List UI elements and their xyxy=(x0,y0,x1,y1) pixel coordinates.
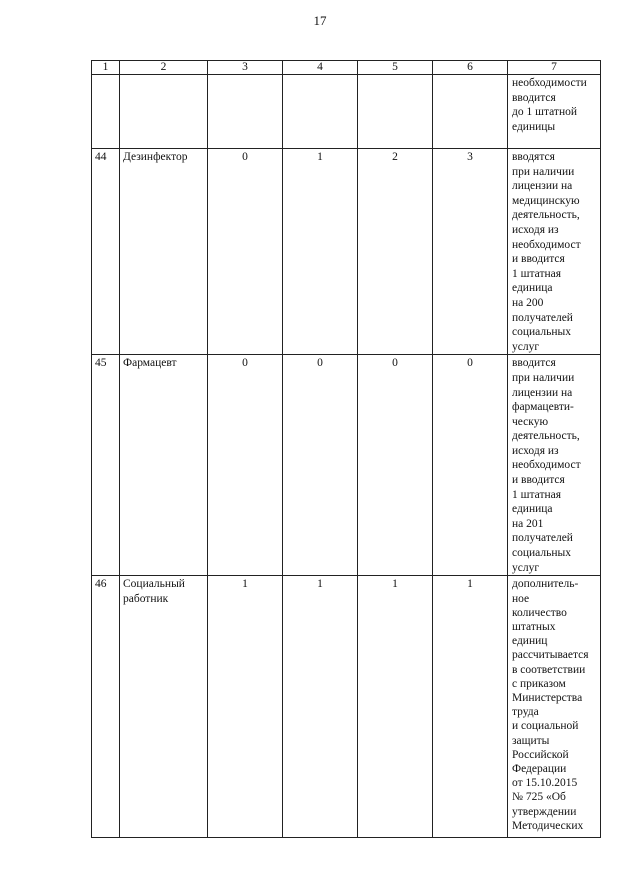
column-header-2: 2 xyxy=(120,61,208,75)
note-cell: необходимости вводится до 1 штатной единицы xyxy=(508,75,601,149)
table-row xyxy=(92,75,601,149)
value-cell: 0 xyxy=(358,355,433,576)
note-cell: дополнитель- ное количество штатных единиц рассчитывается в соответствии с приказом Министерства труда и социальной защиты Российской Федерации от 15.10.2015 № 725 «Об утверждении Методических xyxy=(508,576,601,838)
column-header-1: 1 xyxy=(92,61,120,75)
value-cell: 1 xyxy=(358,576,433,838)
value-cell xyxy=(208,75,283,149)
value-cell xyxy=(283,75,358,149)
value-cell xyxy=(433,75,508,149)
column-header-5: 5 xyxy=(358,61,433,75)
column-header-7: 7 xyxy=(508,61,601,75)
page-number: 17 xyxy=(313,13,327,28)
table-row xyxy=(92,149,601,355)
header-row xyxy=(92,61,601,75)
position-name-cell: Фармацевт xyxy=(120,355,208,576)
note-cell: вводятся при наличии лицензии на медицинскую деятельность, исходя из необходимост и вводится 1 штатная единица на 200 получателей социальных услуг xyxy=(508,149,601,355)
staffing-table xyxy=(91,60,601,838)
value-cell xyxy=(358,75,433,149)
value-cell: 3 xyxy=(433,149,508,355)
value-cell: 0 xyxy=(433,355,508,576)
row-number-cell: 46 xyxy=(92,576,120,838)
value-cell: 1 xyxy=(208,576,283,838)
table-row xyxy=(92,576,601,838)
value-cell: 1 xyxy=(283,576,358,838)
row-number-cell: 44 xyxy=(92,149,120,355)
column-header-6: 6 xyxy=(433,61,508,75)
value-cell: 1 xyxy=(283,149,358,355)
row-number-cell: 45 xyxy=(92,355,120,576)
note-cell: вводится при наличии лицензии на фармацевти- ческую деятельность, исходя из необходимост и вводится 1 штатная единица на 201 получателей социальных услуг xyxy=(508,355,601,576)
table-row xyxy=(92,355,601,576)
value-cell: 2 xyxy=(358,149,433,355)
row-number-cell xyxy=(92,75,120,149)
value-cell: 0 xyxy=(283,355,358,576)
position-name-cell: Дезинфектор xyxy=(120,149,208,355)
column-header-3: 3 xyxy=(208,61,283,75)
value-cell: 0 xyxy=(208,355,283,576)
value-cell: 0 xyxy=(208,149,283,355)
column-header-4: 4 xyxy=(283,61,358,75)
value-cell: 1 xyxy=(433,576,508,838)
position-name-cell xyxy=(120,75,208,149)
position-name-cell: Социальный работник xyxy=(120,576,208,838)
